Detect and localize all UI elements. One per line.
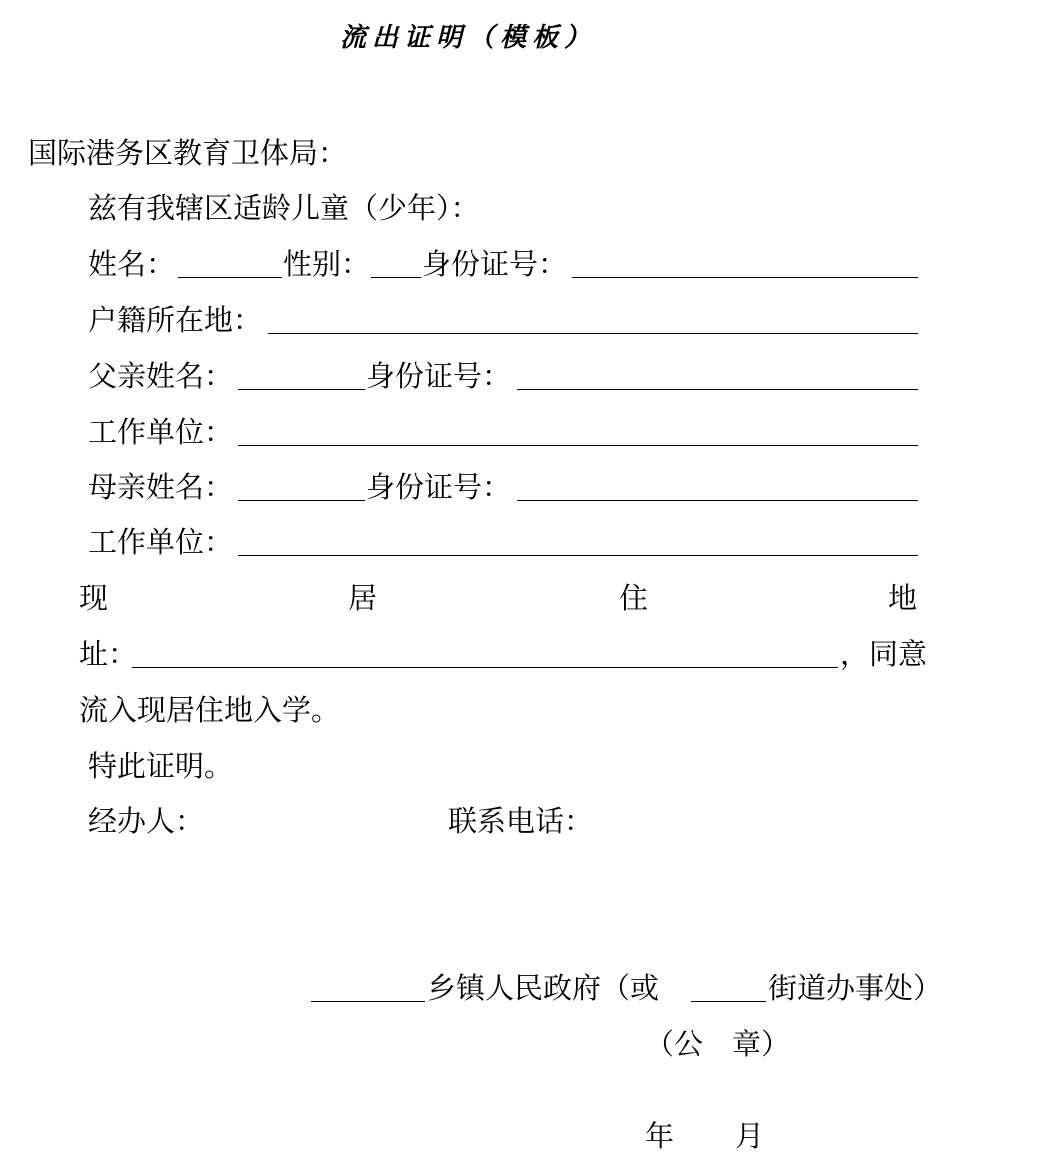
handler-label: 经办人： — [88, 804, 205, 838]
household-registration-blank[interactable] — [268, 333, 918, 334]
mother-name-blank[interactable] — [238, 500, 365, 501]
mother-id-blank[interactable] — [517, 500, 918, 501]
document-title: 流出证明（模板） — [340, 23, 597, 53]
household-registration-label: 户籍所在地： — [88, 303, 263, 337]
address-label-end: 址： — [79, 637, 138, 671]
year-label: 年 — [645, 1119, 675, 1153]
street-office-blank[interactable] — [691, 1001, 766, 1002]
name-blank[interactable] — [178, 277, 282, 278]
father-work-blank[interactable] — [238, 445, 918, 446]
father-name-label: 父亲姓名： — [88, 359, 234, 393]
address-char-4: 地 — [888, 581, 918, 615]
month-label: 月 — [735, 1119, 765, 1153]
address-char-2: 居 — [348, 581, 378, 615]
street-office-text: 街道办事处） — [768, 971, 943, 1005]
certify-line: 特此证明。 — [88, 749, 234, 783]
mother-id-label: 身份证号： — [366, 470, 512, 504]
official-seal: （公 章） — [645, 1027, 791, 1061]
agree-text: ，同意 — [840, 637, 928, 671]
gender-blank[interactable] — [371, 277, 421, 278]
father-name-blank[interactable] — [238, 389, 365, 390]
phone-label: 联系电话： — [448, 804, 594, 838]
father-id-label: 身份证号： — [366, 359, 512, 393]
gender-label: 性别： — [283, 247, 371, 281]
township-text: 乡镇人民政府（或 — [427, 971, 660, 1005]
address-char-3: 住 — [619, 581, 649, 615]
address-char-1: 现 — [79, 581, 109, 615]
intro-line: 兹有我辖区适龄儿童（少年）： — [88, 191, 480, 225]
township-blank[interactable] — [311, 1001, 425, 1002]
mother-work-blank[interactable] — [238, 555, 918, 556]
mother-name-label: 母亲姓名： — [88, 470, 234, 504]
id-number-label: 身份证号： — [422, 247, 568, 281]
father-work-label: 工作单位： — [88, 415, 234, 449]
id-number-blank[interactable] — [572, 277, 918, 278]
name-label: 姓名： — [88, 247, 176, 281]
address-blank[interactable] — [132, 667, 838, 668]
recipient-line: 国际港务区教育卫体局： — [28, 136, 348, 170]
father-id-blank[interactable] — [517, 389, 918, 390]
admission-line: 流入现居住地入学。 — [79, 693, 341, 727]
mother-work-label: 工作单位： — [88, 525, 234, 559]
